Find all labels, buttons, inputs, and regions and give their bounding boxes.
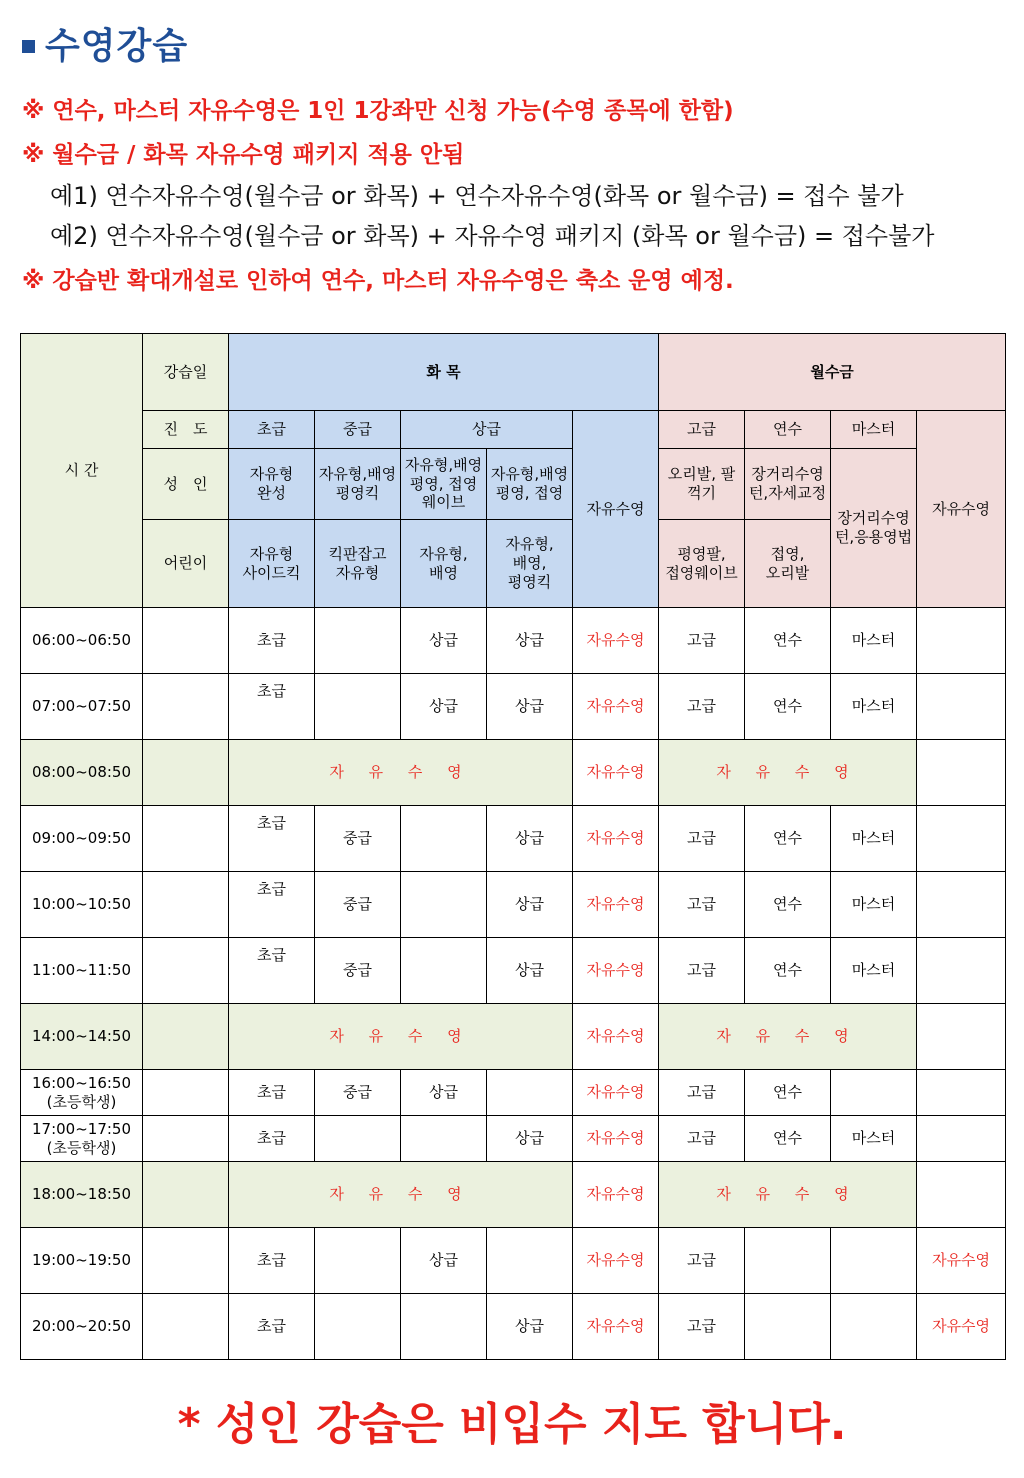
class-cell: 연수 [745,938,831,1004]
footer-note: * 성인 강습은 비입수 지도 합니다. [177,1399,847,1450]
class-cell: 상급 [401,674,487,740]
class-cell: 중급 [315,938,401,1004]
child-content: 자유형 사이드킥 [229,520,315,608]
level-high: 고급 [659,411,745,449]
level-master: 마스터 [831,411,917,449]
class-cell: 마스터 [831,938,917,1004]
class-cell: 상급 [487,1116,573,1162]
table-row [21,1004,1006,1070]
class-cell: 초급 [229,1228,315,1294]
page-title: 수영강습 [45,26,189,67]
class-cell: 마스터 [831,872,917,938]
time-cell: 09:00~09:50 [21,806,143,872]
free-swim-cell: 자유수영 [573,872,659,938]
class-cell: 연수 [745,806,831,872]
class-cell: 마스터 [831,1116,917,1162]
child-content: 자유형, 배영 [401,520,487,608]
free-swim-cell: 자유수영 [573,1070,659,1116]
class-cell: 상급 [401,1070,487,1116]
example-2: 예2) 연수자유수영(월수금 or 화목) + 자유수영 패키지 (화목 or 월수금) = 접수불가 [50,222,935,250]
notice-1: ※ 연수, 마스터 자유수영은 1인 1강좌만 신청 가능(수영 종목에 한함) [22,98,734,124]
table-row [21,740,1006,806]
time-text: 16:00~16:50 [31,1073,132,1092]
class-cell: 초급 [229,1294,315,1360]
table-row [21,872,1006,938]
child-content: 킥판잡고 자유형 [315,520,401,608]
free-swim-cell: 자유수영 [573,740,659,806]
free-swim-cell: 자유수영 [573,608,659,674]
class-cell: 고급 [659,872,745,938]
notice-2: ※ 월수금 / 화목 자유수영 패키지 적용 안됨 [22,142,465,168]
free-swim-cell: 자유수영 [573,1004,659,1070]
class-cell: 연수 [745,608,831,674]
schedule-table [20,333,1006,1360]
example-1: 예1) 연수자유수영(월수금 or 화목) + 연수자유수영(화목 or 월수금) = 접수 불가 [50,182,904,210]
time-cell: 08:00~08:50 [21,740,143,806]
free-swim-header-tt: 자유수영 [573,411,659,608]
class-cell: 고급 [659,1070,745,1116]
child-content: 평영팔, 접영웨이브 [659,520,745,608]
table-row [21,1294,1006,1360]
free-swim-cell: 자유수영 [573,1228,659,1294]
class-cell: 고급 [659,1294,745,1360]
notice-3: ※ 강습반 확대개설로 인하여 연수, 마스터 자유수영은 축소 운영 예정. [22,268,734,294]
child-content: 자유형, 배영, 평영킥 [487,520,573,608]
time-cell: 10:00~10:50 [21,872,143,938]
time-header: 시 간 [21,334,143,608]
lesson-day-label: 강습일 [143,334,229,411]
class-cell: 초급 [229,608,315,674]
table-row [21,1162,1006,1228]
free-swim-span: 자 유 수 영 [659,1162,917,1228]
adult-content: 장거리수영 턴,자세교정 [745,449,831,520]
adult-content: 자유형 완성 [229,449,315,520]
class-cell: 상급 [487,1294,573,1360]
free-swim-span: 자 유 수 영 [229,740,573,806]
mon-wed-fri-header: 월수금 [659,334,1006,411]
tue-thu-header: 화 목 [229,334,659,411]
class-cell: 고급 [659,806,745,872]
class-cell: 마스터 [831,674,917,740]
class-cell: 연수 [745,872,831,938]
free-swim-span: 자 유 수 영 [229,1162,573,1228]
free-swim-cell: 자유수영 [573,1162,659,1228]
time-cell [21,1070,143,1116]
table-row [21,1116,1006,1162]
table-row [21,1070,1006,1116]
table-row [21,938,1006,1004]
time-note: (초등학생) [46,1092,117,1111]
time-cell: 18:00~18:50 [21,1162,143,1228]
time-cell: 06:00~06:50 [21,608,143,674]
free-swim-cell: 자유수영 [573,1294,659,1360]
class-cell: 중급 [315,1070,401,1116]
class-cell: 연수 [745,674,831,740]
table-row [21,806,1006,872]
level-intermediate: 중급 [315,411,401,449]
master-content: 장거리수영 턴,응용영법 [831,449,917,608]
time-cell: 20:00~20:50 [21,1294,143,1360]
free-swim-cell: 자유수영 [573,938,659,1004]
class-cell: 연수 [745,1116,831,1162]
class-cell: 초급 [229,1070,315,1116]
time-cell [21,1116,143,1162]
class-cell: 초급 [229,872,315,938]
level-advanced: 상급 [401,411,573,449]
table-row [21,1228,1006,1294]
free-swim-cell: 자유수영 [573,1116,659,1162]
adult-content: 자유형,배영 평영킥 [315,449,401,520]
class-cell: 초급 [229,1116,315,1162]
level-beginner: 초급 [229,411,315,449]
class-cell: 연수 [745,1070,831,1116]
time-cell: 11:00~11:50 [21,938,143,1004]
time-cell: 07:00~07:50 [21,674,143,740]
class-cell: 마스터 [831,608,917,674]
square-bullet-icon [22,40,35,53]
class-cell: 상급 [487,674,573,740]
free-swim-header-mwf: 자유수영 [917,411,1006,608]
class-cell: 고급 [659,1116,745,1162]
class-cell: 상급 [487,806,573,872]
table-row [21,608,1006,674]
progress-label: 진 도 [143,411,229,449]
class-cell: 고급 [659,1228,745,1294]
class-cell: 상급 [487,872,573,938]
free-swim-cell: 자유수영 [917,1228,1006,1294]
adult-content: 자유형,배영 평영, 접영 웨이브 [401,449,487,520]
time-text: 17:00~17:50 [31,1119,132,1138]
free-swim-cell: 자유수영 [573,674,659,740]
adult-content: 오리발, 팔 꺽기 [659,449,745,520]
time-cell: 19:00~19:50 [21,1228,143,1294]
class-cell: 중급 [315,806,401,872]
free-swim-span: 자 유 수 영 [229,1004,573,1070]
class-cell: 초급 [229,806,315,872]
class-cell: 고급 [659,608,745,674]
class-cell: 고급 [659,674,745,740]
class-cell: 상급 [401,1228,487,1294]
time-note: (초등학생) [46,1138,117,1157]
class-cell: 초급 [229,938,315,1004]
child-label: 어린이 [143,520,229,608]
free-swim-cell: 자유수영 [917,1294,1006,1360]
free-swim-cell: 자유수영 [573,806,659,872]
adult-content: 자유형,배영 평영, 접영 [487,449,573,520]
adult-label: 성 인 [143,449,229,520]
time-cell: 14:00~14:50 [21,1004,143,1070]
section-title [22,18,188,69]
class-cell: 마스터 [831,806,917,872]
child-content: 접영, 오리발 [745,520,831,608]
class-cell: 상급 [401,608,487,674]
table-row [21,674,1006,740]
class-cell: 상급 [487,608,573,674]
class-cell: 중급 [315,872,401,938]
level-training: 연수 [745,411,831,449]
free-swim-span: 자 유 수 영 [659,1004,917,1070]
class-cell: 초급 [229,674,315,740]
free-swim-span: 자 유 수 영 [659,740,917,806]
class-cell: 상급 [487,938,573,1004]
class-cell: 고급 [659,938,745,1004]
